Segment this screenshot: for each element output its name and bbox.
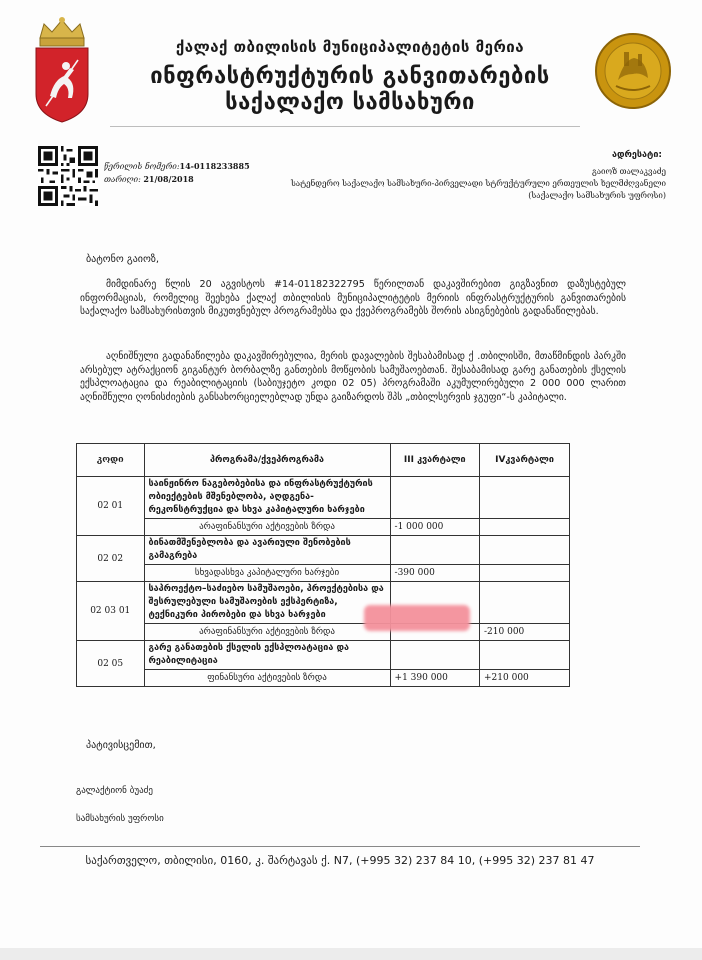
header-q3: III კვარტალი: [390, 444, 479, 477]
redaction-highlight: [364, 605, 470, 631]
row-sub-label: არაფინანსური აქტივების ზრდა: [144, 624, 390, 641]
row-q4-value: +210 000: [480, 670, 570, 687]
footer-address: საქართველო, თბილისი, 0160, კ. შარტავას ქ. N7, (+995 32) 237 84 10, (+995 32) 237 81 47: [85, 854, 595, 867]
table-subrow: [77, 565, 570, 582]
row-program-title: საინჟინრო ნაგებობებისა და ინფრასტრუქტურის ობიექტების მშენებლობა, აღდგენა- რეკონსტრუქცია და სხვა კაპიტალური ხარჯები: [144, 477, 390, 519]
letter-meta: [104, 160, 250, 186]
row-q3-value: -390 000: [390, 565, 479, 582]
table-row: [77, 536, 570, 565]
row-q4-empty: [480, 477, 570, 519]
organization-name-line3: საქალაქო სამსახური: [225, 90, 475, 115]
row-q3-empty: [390, 536, 479, 565]
table-subrow: [77, 670, 570, 687]
table-row: [77, 477, 570, 519]
qr-code-icon: [38, 146, 98, 206]
row-q4-value: [480, 519, 570, 536]
row-code: 02 02: [77, 536, 145, 582]
addressee-title-line2: (საქალაქო სამსახურის უფროსი): [528, 191, 666, 200]
table-subrow: [77, 624, 570, 641]
row-q3-value: -1 000 000: [390, 519, 479, 536]
row-q3-value: +1 390 000: [390, 670, 479, 687]
letter-date: 21/08/2018: [143, 174, 194, 184]
footer-divider: [40, 846, 640, 847]
signer-name: გალაქტიონ ბუაძე: [76, 786, 153, 796]
date-label: თარიღი:: [104, 175, 141, 184]
addressee-label: ადრესატი:: [612, 150, 662, 160]
table-row: [77, 582, 570, 624]
addressee-name: გაიოზ თალაკვაძე: [591, 167, 666, 176]
row-q3-empty: [390, 477, 479, 519]
row-q4-value: -210 000: [480, 624, 570, 641]
row-q4-empty: [480, 582, 570, 624]
program-allocation-table: [76, 443, 570, 687]
addressee-title-line1: სატენდერო საქალაქო სამსახური-პირველადი სტრუქტურული ერთეულის ხელმძღვანელი: [290, 179, 666, 188]
georgia-coat-of-arms-icon: [30, 14, 94, 124]
organization-name-line1: ქალაქ თბილისის მუნიციპალიტეტის მერია: [175, 38, 525, 56]
body-paragraph-1: მიმდინარე წლის 20 აგვისტოს #14-01182322795 წერილთან დაკავშირებით გიგზავნით დაზუსტებულ ინფორმაციას, რომელიც შეეხება ქალაქ თბილისის მუნიციპალიტეტის მერიის ინფრასტრუქტურის განვითარების საქალაქო სამსახურისთვის მიკუთვნებულ პროგრამებსა და ქვეპროგრამებს შორის ასიგნებების გადანაწილებას.: [80, 279, 626, 318]
header-program: პროგრამა/ქვეპროგრამა: [144, 444, 390, 477]
organization-name-line2: ინფრასტრუქტურის განვითარების: [150, 64, 550, 89]
tbilisi-seal-icon: [594, 32, 672, 110]
table-subrow: [77, 519, 570, 536]
row-q3-empty: [390, 641, 479, 670]
signer-role: სამსახურის უფროსი: [76, 814, 164, 824]
salutation: ბატონო გაიოზ,: [86, 254, 160, 265]
row-code: 02 03 01: [77, 582, 145, 641]
letter-number-label: წერილის ნომერი:: [104, 162, 180, 171]
row-code: 02 05: [77, 641, 145, 687]
body-paragraph-2: აღნიშნული გადანაწილება დაკავშირებულია, მერის დავალების შესაბამისად ქ .თბილისში, მთაწმინდის პარკში არსებულ ატრაქციონ გიგანტურ ბორბალზე განთების მოწყობის სამუშაოებთან. შესაბამისად გარე განათების ქსელის ექსპლოატაცია და რეაბილიტაციის (საბიუჯეტო კოდი 02 05) პროგრამაში აკუმულირებული 2 000 000 ლარით აღნიშნული ღონისძიების განსახორციელებლად უნდა გაიზარდოს შპს „თბილსერვის ჯგუფი“-ს კაპიტალი.: [80, 351, 626, 403]
row-program-title: გარე განათების ქსელის ექსპლოატაცია და რეაბილიტაცია: [144, 641, 390, 670]
table-header-row: [77, 444, 570, 477]
row-sub-label: სხვადასხვა კაპიტალური ხარჯები: [144, 565, 390, 582]
row-program-title: საპროექტო–საძიებო სამუშაოები, პროექტებისა და შესრულებული სამუშაოების ექსპერტიზა, ტექნიკური პირობები და სხვა ხარჯები: [144, 582, 390, 624]
closing-thanks: პატივისცემით,: [86, 740, 156, 751]
addressee-block: [236, 166, 666, 202]
letter-number: 14-0118233885: [179, 161, 250, 171]
row-program-title: ბინათმშენებლობა და ავარიული შენობების გამაგრება: [144, 536, 390, 565]
header-code: კოდი: [77, 444, 145, 477]
row-sub-label: არაფინანსური აქტივების ზრდა: [144, 519, 390, 536]
table-row: [77, 641, 570, 670]
row-q4-value: [480, 565, 570, 582]
page-bottom-edge: [0, 948, 702, 960]
row-code: 02 01: [77, 477, 145, 536]
row-sub-label: ფინანსური აქტივების ზრდა: [144, 670, 390, 687]
row-q4-empty: [480, 536, 570, 565]
row-q4-empty: [480, 641, 570, 670]
header-divider: [110, 126, 580, 127]
header-q4: IVკვარტალი: [480, 444, 570, 477]
